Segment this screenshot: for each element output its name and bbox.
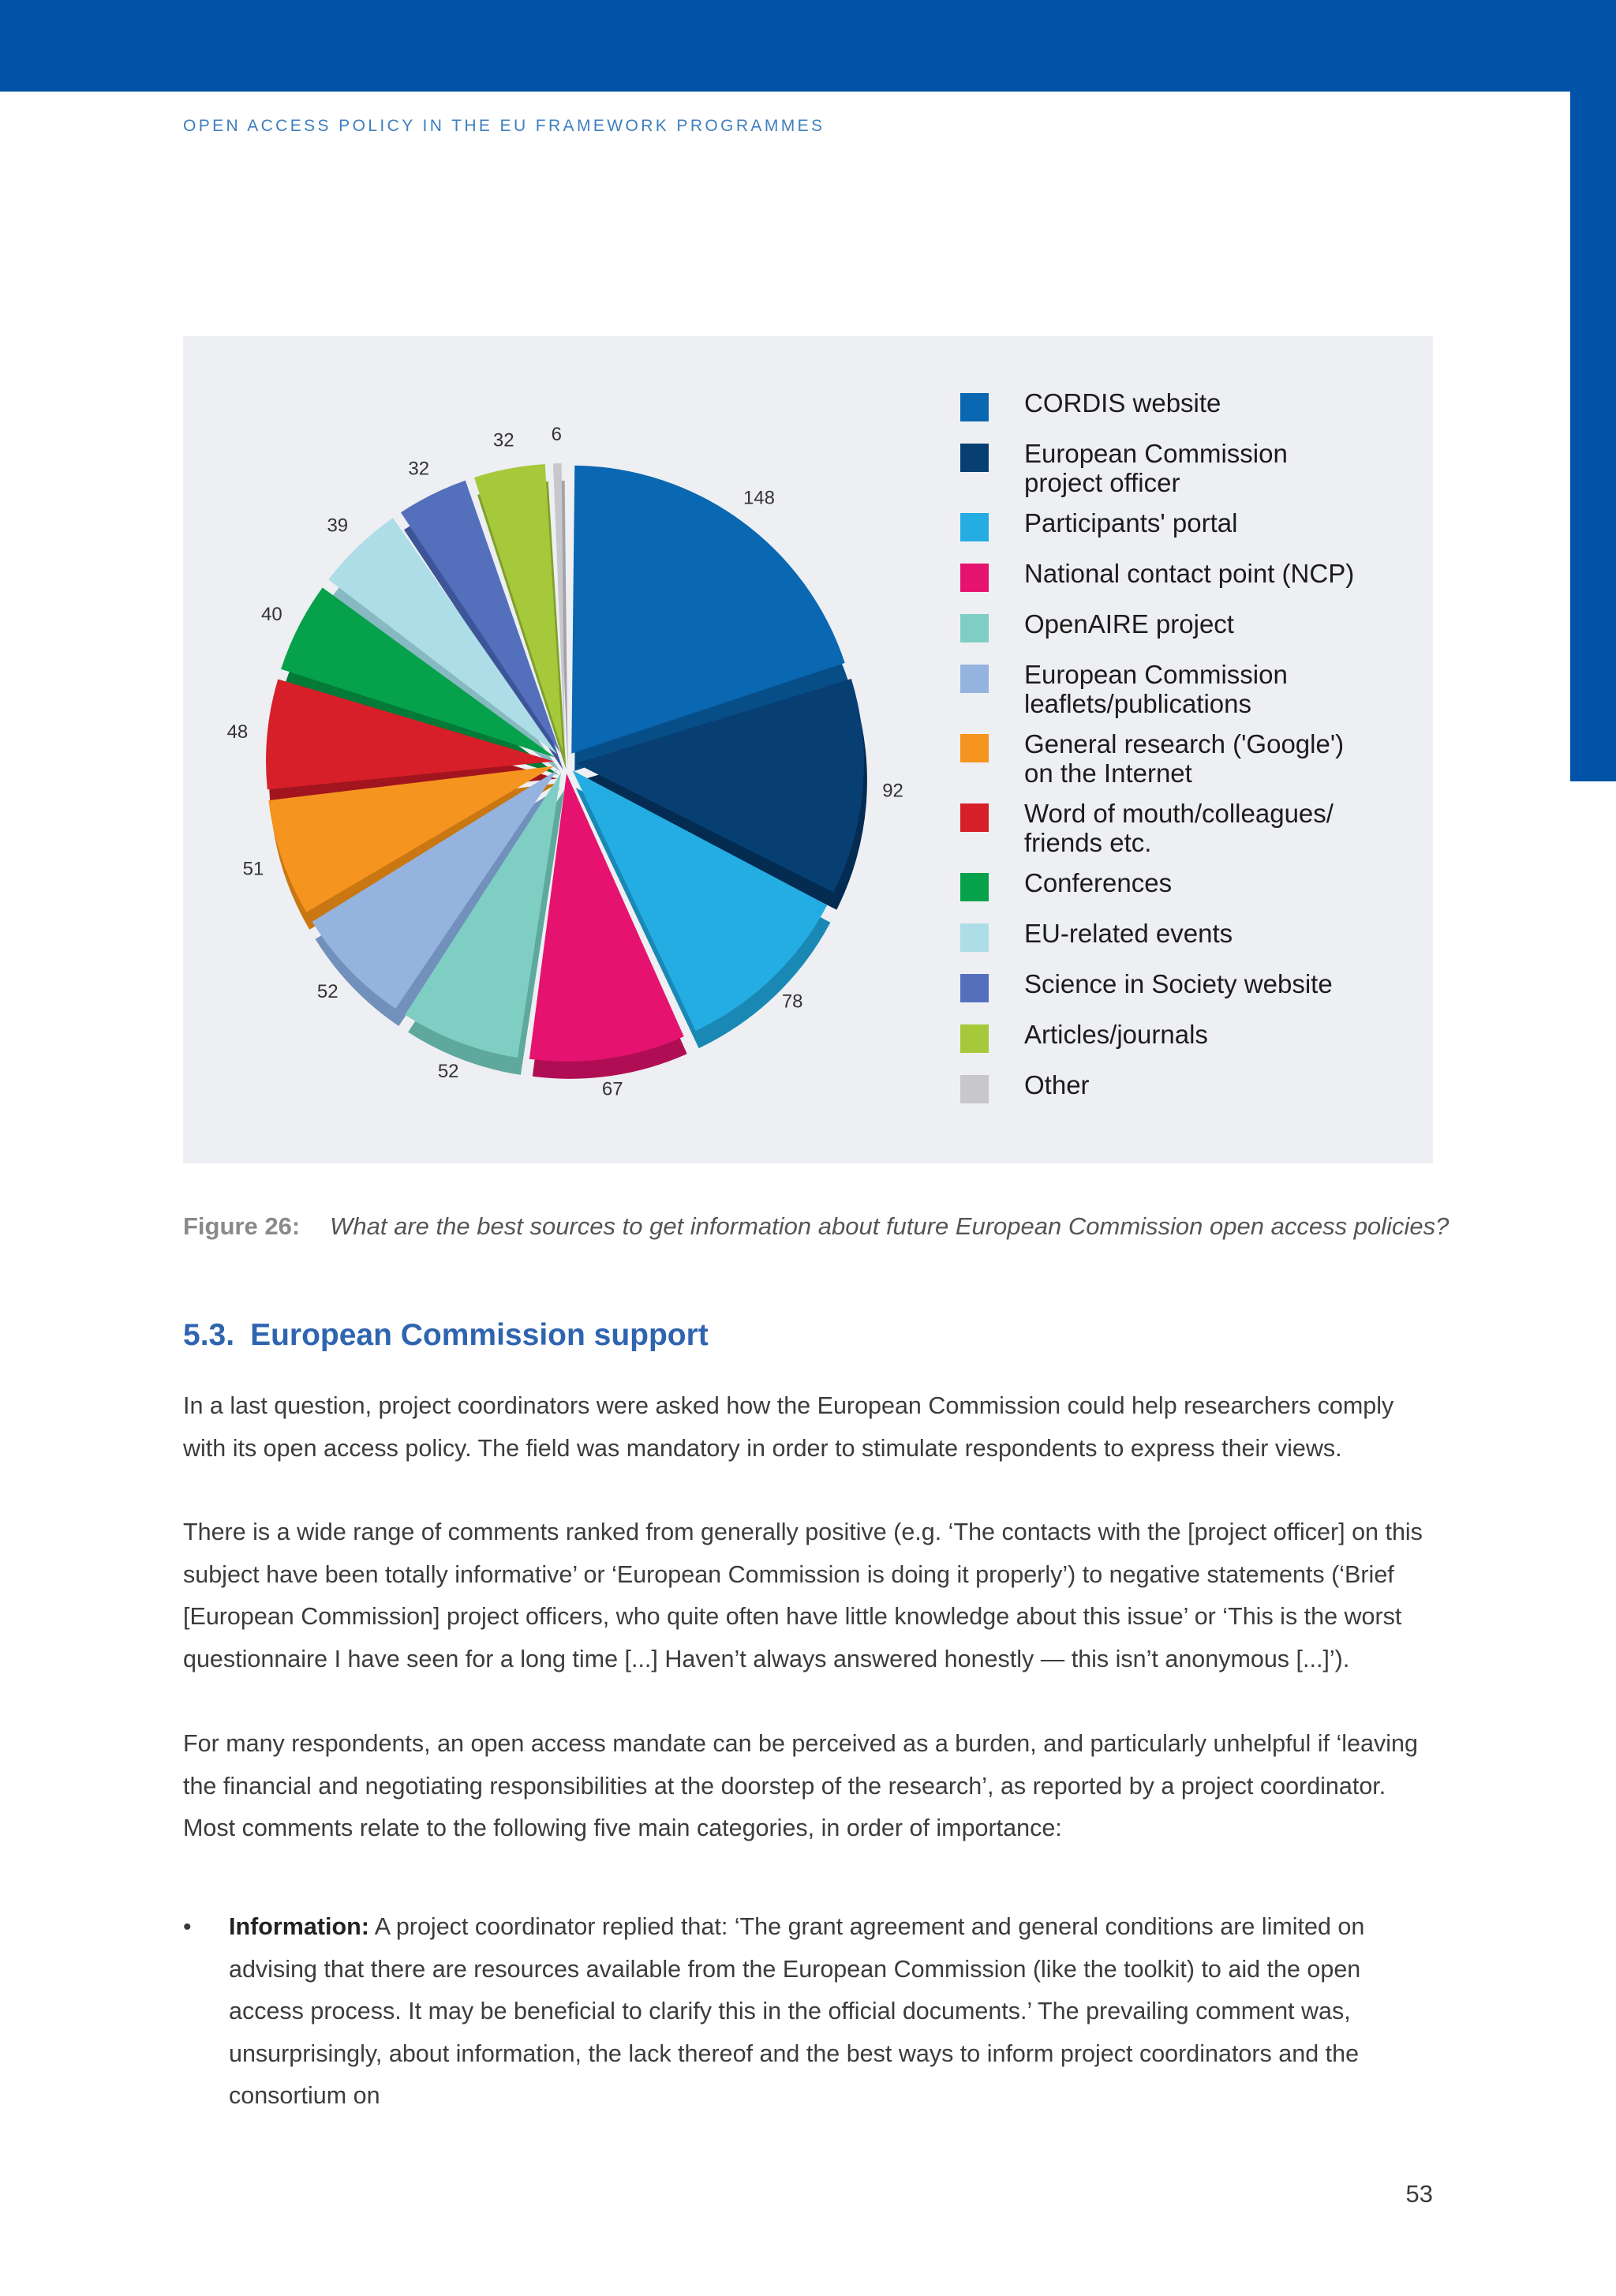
figure-number: Figure 26: [183, 1212, 301, 1240]
page-number: 53 [1405, 2180, 1433, 2208]
data-label-general-research-google-on-the-internet: 51 [242, 858, 264, 880]
legend-swatch [960, 803, 989, 832]
legend-swatch [960, 873, 989, 901]
data-label-eu-related-events: 39 [327, 515, 349, 537]
section-number: 5.3. [183, 1318, 235, 1352]
paragraph-2: There is a wide range of comments ranked from generally positive (e.g. ‘The contacts with the [project officer] on this subject have been totally informative’ or ‘European Commission is doing it properly’) to negative statements (‘Brief [European Commission] project officers, who quite often have little knowledge about this issue’ or ‘This is the worst questionnaire I have seen for a long time [...] Haven’t always answered honestly — this isn’t anonymous [...]’). [183, 1519, 1423, 1672]
paragraph-1: In a last question, project coordinators were asked how the European Commission could help researchers comply with its open access policy. The field was mandatory in order to stimulate respondents to express their views. [183, 1392, 1394, 1462]
data-label-other: 6 [551, 424, 563, 446]
legend-label: European Commission project officer [1024, 439, 1288, 497]
legend-swatch [960, 665, 989, 693]
side-color-band [1570, 92, 1616, 781]
section-title: European Commission support [250, 1318, 709, 1352]
legend-label: EU-related events [1024, 919, 1233, 948]
section-heading [183, 1318, 709, 1353]
legend-swatch [960, 923, 989, 952]
legend-swatch [960, 1024, 989, 1053]
top-color-band [0, 0, 1616, 92]
legend-swatch [960, 393, 989, 421]
bullet-marker: • [183, 1914, 192, 1940]
data-label-european-commission-project-officer: 92 [882, 780, 903, 802]
data-label-articles-journals: 32 [492, 429, 514, 451]
legend-swatch [960, 513, 989, 541]
data-label-conferences: 40 [261, 603, 282, 625]
legend-label: Participants' portal [1024, 508, 1238, 537]
legend-swatch [960, 1075, 989, 1103]
legend-label: Science in Society website [1024, 969, 1333, 998]
legend-label: Other [1024, 1070, 1090, 1099]
data-label-european-commission-leaflets-publications: 52 [316, 980, 339, 1002]
legend-label: General research ('Google') on the Internet [1024, 729, 1345, 788]
legend-swatch [960, 444, 989, 472]
data-label-science-in-society-website: 32 [408, 458, 430, 480]
legend-label: European Commission leaflets/publications [1024, 660, 1288, 718]
legend-label: Articles/journals [1024, 1020, 1208, 1049]
bullet-body: A project coordinator replied that: ‘The grant agreement and general conditions are limited on advising that there are resources available from the European Commission (like the toolkit) to aid the open access process. It may be beneficial to clarify this in the official documents.’ The prevailing comment was, unsurprisingly, about information, the lack thereof and the best ways to inform project coordinators and the consortium on [229, 1913, 1365, 2109]
legend-swatch [960, 564, 989, 592]
paragraph-3: For many respondents, an open access mandate can be perceived as a burden, and particularly unhelpful if ‘leaving the financial and negotiating responsibilities at the doorstep of the research’, as reported by a project coordinator. Most comments relate to the following five main categories, in order of importance: [183, 1730, 1418, 1841]
data-label-openaire-project: 52 [437, 1060, 459, 1082]
bullet-lead: Information: [229, 1913, 369, 1940]
legend-swatch [960, 614, 989, 642]
figure-panel [183, 336, 1433, 1163]
figure-caption [183, 1212, 1450, 1241]
data-label-cordis-website: 148 [743, 487, 775, 509]
legend-label: Conferences [1024, 868, 1173, 897]
data-label-participants-portal: 78 [781, 991, 803, 1013]
legend-label: National contact point (NCP) [1024, 559, 1355, 588]
legend-label: OpenAIRE project [1024, 609, 1234, 639]
legend-swatch [960, 974, 989, 1002]
legend-swatch [960, 734, 989, 762]
bullet-text [229, 1906, 1433, 2118]
figure-caption-text: What are the best sources to get information about future European Commission open access policies? [330, 1212, 1450, 1240]
data-label-word-of-mouth-colleagues-friends-etc: 48 [226, 721, 249, 743]
running-head: OPEN ACCESS POLICY IN THE EU FRAMEWORK PROGRAMMES [183, 117, 825, 135]
pie-chart [183, 336, 925, 1163]
legend-label: Word of mouth/colleagues/ friends etc. [1024, 799, 1334, 857]
data-label-national-contact-point-ncp: 67 [601, 1078, 623, 1100]
legend-label: CORDIS website [1024, 388, 1221, 418]
